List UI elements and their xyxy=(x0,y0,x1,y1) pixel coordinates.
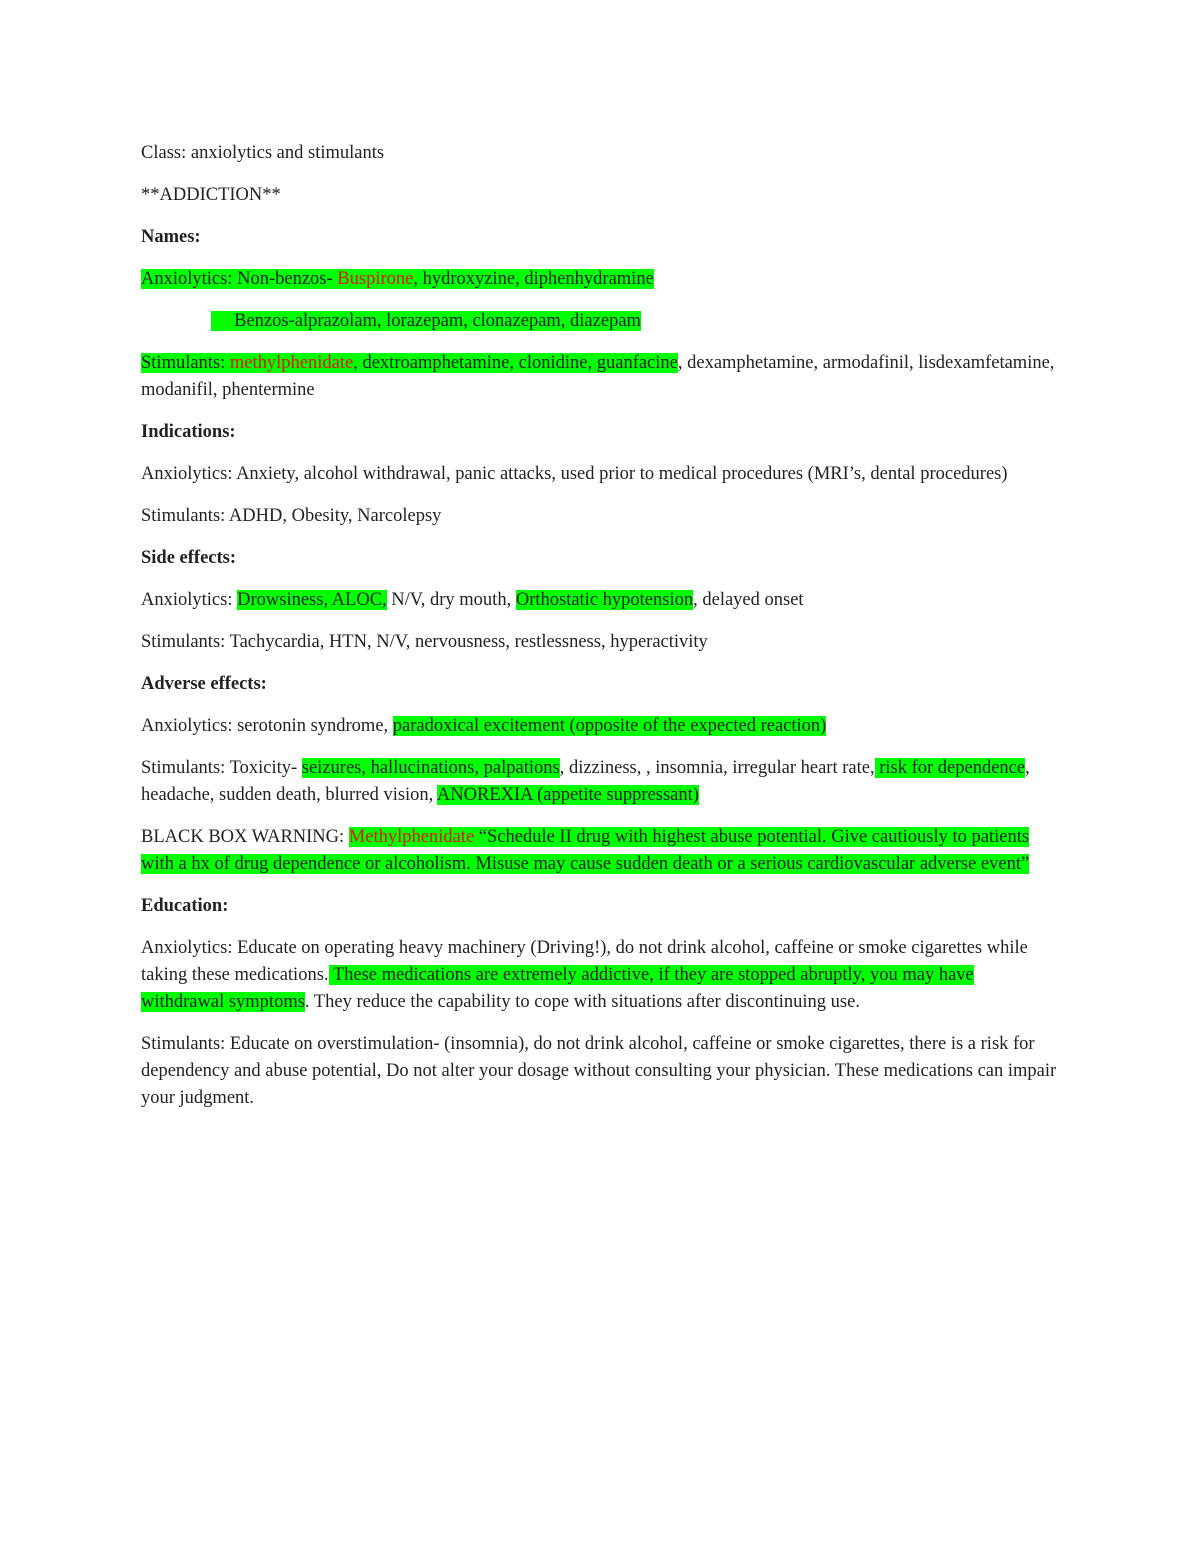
adverse-effects-anxiolytics xyxy=(141,713,1061,740)
side-effects-stimulants: Stimulants: Tachycardia, HTN, N/V, nervousness, restlessness, hyperactivity xyxy=(141,632,708,652)
side-anx-highlight-2: Orthostatic hypotension xyxy=(515,590,694,610)
names-benzos-text: Benzos-alprazolam, lorazepam, clonazepam, diazepam xyxy=(234,311,641,331)
adverse-stim-label: Stimulants: Toxicity- xyxy=(141,758,302,778)
names-heading: Names: xyxy=(141,227,201,247)
adverse-anx-highlight: paradoxical excitement (opposite of the expected reaction) xyxy=(392,716,827,736)
education-anx-post: . They reduce the capability to cope with situations after discontinuing use. xyxy=(304,992,860,1012)
document-page xyxy=(141,140,1061,1127)
indications-stimulants: Stimulants: ADHD, Obesity, Narcolepsy xyxy=(141,506,442,526)
names-stim-red: methylphenidate xyxy=(229,353,354,373)
side-effects-heading: Side effects: xyxy=(141,548,237,568)
names-benzos-highlight xyxy=(211,311,641,331)
adverse-stim-highlight-1: seizures, hallucinations, palpations xyxy=(301,758,560,778)
education-heading: Education: xyxy=(141,896,229,916)
side-anx-label: Anxiolytics: xyxy=(141,590,238,610)
black-box-warning xyxy=(141,824,1061,878)
adverse-stim-mid-1: , dizziness, , insomnia, irregular heart rate, xyxy=(559,758,875,778)
side-anx-end: , delayed onset xyxy=(693,590,804,610)
names-stim-label: Stimulants: xyxy=(141,353,230,373)
names-anxiolytics-highlight xyxy=(141,269,654,289)
adverse-anx-label: Anxiolytics: serotonin syndrome, xyxy=(141,716,393,736)
class-line: Class: anxiolytics and stimulants xyxy=(141,143,385,163)
indications-anxiolytics: Anxiolytics: Anxiety, alcohol withdrawal, panic attacks, used prior to medical procedures (MRI’s, dental procedures) xyxy=(141,464,1008,484)
names-anx-red: Buspirone xyxy=(337,269,414,289)
black-box-drug: Methylphenidate xyxy=(348,827,475,847)
side-anx-mid: N/V, dry mouth, xyxy=(386,590,516,610)
black-box-label: BLACK BOX WARNING: xyxy=(141,827,349,847)
black-box-highlight: “Schedule II drug with highest abuse potential. Give cautiously to patients with a hx of drug dependence or alcoholism. Misuse may cause sudden death or a serious cardiovascular adverse event” xyxy=(141,827,1030,874)
education-stimulants: Stimulants: Educate on overstimulation- (insomnia), do not drink alcohol, caffeine or smoke cigarettes, there is a risk for dependency and abuse potential, Do not alter your dosage without consulting your physician. These medications can impair your judgment. xyxy=(141,1034,1057,1108)
adverse-effects-heading: Adverse effects: xyxy=(141,674,267,694)
names-anx-rest: , hydroxyzine, diphenhydramine xyxy=(413,269,654,289)
names-stim-highlight: , dextroamphetamine, clonidine, guanfacine xyxy=(353,353,678,373)
names-benzos xyxy=(141,308,1061,335)
education-anxiolytics xyxy=(141,935,1061,1016)
indications-heading: Indications: xyxy=(141,422,236,442)
education-anx-pre: Anxiolytics: Educate on operating heavy machinery (Driving!), do not drink alcohol, caffeine or smoke cigarettes while taking these medications. xyxy=(141,938,1028,985)
adverse-stim-highlight-3: ANOREXIA (appetite suppressant) xyxy=(436,785,699,805)
side-effects-anxiolytics xyxy=(141,587,1061,614)
adverse-stim-highlight-2: risk for dependence xyxy=(874,758,1026,778)
adverse-stim-mid-2: , headache, sudden death, blurred vision, xyxy=(141,758,1030,805)
education-anx-highlight: These medications are extremely addictive, if they are stopped abruptly, you may have withdrawal symptoms xyxy=(141,965,974,1012)
side-anx-highlight-1: Drowsiness, ALOC, xyxy=(237,590,387,610)
names-anxiolytics xyxy=(141,266,1061,293)
addiction-line: **ADDICTION** xyxy=(141,185,281,205)
names-stim-rest: , dexamphetamine, armodafinil, lisdexamfetamine, modanifil, phentermine xyxy=(141,353,1055,400)
adverse-effects-stimulants xyxy=(141,755,1061,809)
names-anx-label: Anxiolytics: Non-benzos- xyxy=(141,269,338,289)
names-stimulants xyxy=(141,350,1061,404)
